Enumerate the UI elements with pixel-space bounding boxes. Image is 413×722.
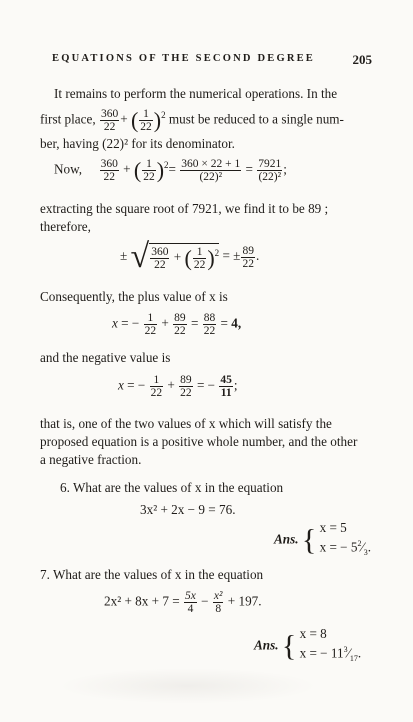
paragraph-line: ber, having (22)² for its denominator. <box>40 136 235 151</box>
fraction: $\frac{88}{22}$ <box>203 312 216 337</box>
fraction: $\frac{1}{22}$ <box>150 374 163 399</box>
equation-plus-value: x = − $\frac{1}{22}$ + $\frac{89}{22}$ = $\frac{88}{22}$ = 4, <box>112 312 242 337</box>
paragraph-line: extracting the square root of 7921, we find it to be 89 ; <box>40 201 329 216</box>
equation-now: Now, $\frac{360}{22}$ + ( $\frac{1}{22}$ )$^2$= $\frac{360 \times 22 + 1}{\text{(22)²}}$ = $\frac{7921}{\text{(22)²}}$ ; <box>54 157 287 183</box>
running-title: EQUATIONS OF THE SECOND DEGREE <box>52 53 316 64</box>
fraction: $\frac{89}{22}$ <box>242 244 254 270</box>
fraction: $\frac{1}{22}$ <box>140 107 152 133</box>
equation-square-root: ± √ $\frac{360}{22}$ + ( $\frac{1}{22}$ )$^2$ = ± $\frac{89}{22}$ . <box>120 238 260 275</box>
paragraph-line: Consequently, the plus value of x is <box>40 289 228 304</box>
fraction: $\frac{360}{22}$ <box>100 158 118 183</box>
fraction: $\frac{89}{22}$ <box>180 374 192 399</box>
running-header <box>52 52 372 67</box>
paragraph-line: It remains to perform the numerical operations. In the <box>54 86 338 101</box>
fraction: $\frac{\text{x²}}{8}$ <box>213 590 223 615</box>
question-7-answer: Ans. { x = 8 x = − $11^3⁄_{17}$. <box>254 626 362 664</box>
paragraph-line: proposed equation is a positive whole number, and the other <box>40 434 358 449</box>
question-6-equation: 3x² + 2x − 9 = 76. <box>140 502 236 517</box>
square-root: √ $\frac{360}{22}$ + ( $\frac{1}{22}$ )$^2$ <box>130 238 220 275</box>
paragraph-line: a negative fraction. <box>40 452 142 467</box>
fraction: $\frac{360 \times 22 + 1}{\text{(22)²}}$ <box>181 158 241 183</box>
paragraph-line: that is, one of the two values of x which will satisfy the <box>40 416 332 431</box>
fraction: $\frac{45}{11}$ <box>220 374 232 399</box>
fraction: $\frac{1}{22}$ <box>143 158 155 183</box>
question-6: 6. What are the values of x in the equation <box>60 480 284 495</box>
question-6-answer: Ans. { x = 5 x = − $5^2⁄_3$. <box>274 520 372 558</box>
paragraph-line-with-math: first place, $\frac{360}{22}$ + ( $\frac{1}{22}$ )$^2$ must be reduced to a single num- <box>40 107 344 133</box>
fraction: $\frac{89}{22}$ <box>174 312 186 337</box>
question-7-equation: 2x² + 8x + 7 = $\frac{5x}{4}$ − $\frac{\text{x²}}{8}$ + 197. <box>104 590 262 615</box>
paragraph-line: and the negative value is <box>40 350 171 365</box>
question-7: 7. What are the values of x in the equation <box>40 567 264 582</box>
fraction: $\frac{360}{22}$ <box>151 246 169 271</box>
fraction: $\frac{360}{22}$ <box>100 107 119 133</box>
page-smudge <box>58 668 318 704</box>
paragraph-line: therefore, <box>40 219 91 234</box>
fraction: $\frac{1}{22}$ <box>193 246 206 271</box>
fraction: $\frac{7921}{\text{(22)²}}$ <box>258 158 282 183</box>
fraction: $\frac{1}{22}$ <box>144 312 157 337</box>
fraction: $\frac{5x}{4}$ <box>185 590 196 615</box>
page-number: 205 <box>352 52 372 67</box>
equation-negative-value: x = − $\frac{1}{22}$ + $\frac{89}{22}$ = − $\frac{45}{11}$ ; <box>118 374 238 399</box>
